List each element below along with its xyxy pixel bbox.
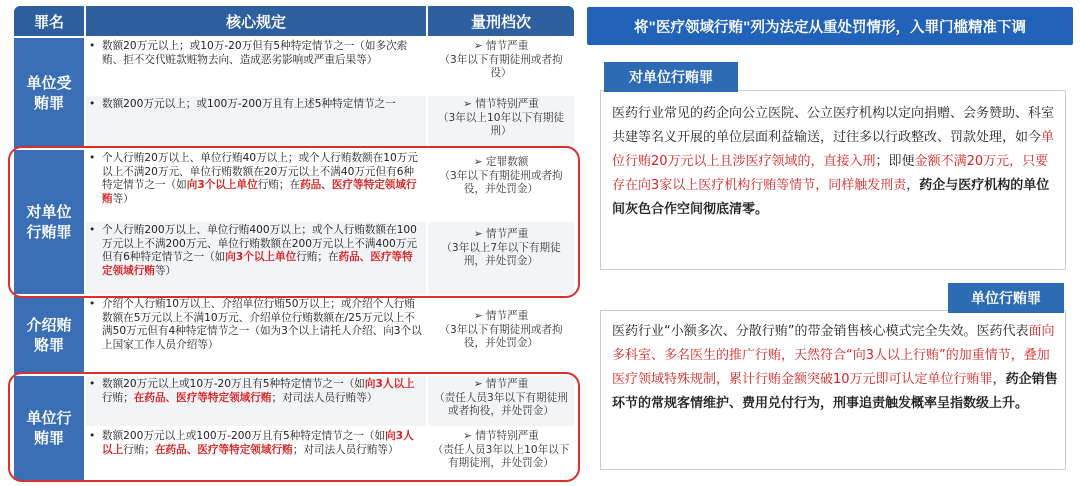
rule-text bbox=[92, 40, 422, 67]
emphasis-text: 药品、医疗等特定领域行贿 bbox=[102, 179, 417, 205]
crime-cell-unit-bribe-taking: 单位受贿罪 bbox=[14, 38, 84, 148]
highlight-frame-bribe-to-unit bbox=[8, 146, 580, 298]
plain-text: 行贿；在 bbox=[296, 251, 339, 264]
sentence-detail: （3年以下有期徒刑或者拘役，并处罚金） bbox=[439, 323, 563, 350]
plain-text: 等） bbox=[112, 192, 134, 205]
plain-text: 介绍个人行贿10万以上、介绍单位行贿50万以上；或介绍个人行贿数额在5万元以上不满10万元、介绍单位行贿数额在/25万元以上不满50万元但有4种特定情节之一（如为3个以上请托人介绍、向3个以上国家工作人员介绍等） bbox=[102, 298, 422, 351]
emphasis-text: 向3人以上 bbox=[364, 378, 415, 390]
sentence-level: ➢ 定罪数额 bbox=[473, 156, 529, 168]
sentence-level: ➢ 情节特别严重 bbox=[463, 430, 539, 442]
card-paragraph bbox=[612, 320, 1058, 416]
sentence-detail: （3年以下有期徒刑或者拘役） bbox=[439, 53, 563, 80]
crime-cell-unit-bribe-giving: 单位行贿罪 bbox=[14, 376, 84, 480]
emphasis-text: 在药品、医疗等特定领域行贿 bbox=[133, 391, 272, 404]
sentence-level: ➢ 情节严重 bbox=[473, 40, 529, 52]
sentence-cell bbox=[428, 96, 574, 148]
crime-cell-bribe-to-unit: 对单位行贿罪 bbox=[14, 150, 84, 294]
plain-text: ， bbox=[906, 178, 920, 193]
emphasis-text: 单位行贿20万元以上且涉医疗领域的，直接入刑 bbox=[612, 130, 1055, 169]
plain-text: 等） bbox=[154, 264, 177, 277]
plain-text: 个人行贿20万以上、单位行贿40万以上；或个人行贿数额在10万元以上不满20万元、单位行贿数额在20万元以上不满40万元但有6种特定情节之一（如 bbox=[102, 152, 418, 192]
header-crime: 罪名 bbox=[14, 6, 84, 36]
sentence-detail: （3年以上10年以下有期徒刑） bbox=[437, 111, 565, 138]
rule-cell: • 个人行贿200万以上、单位行贿400万以上；或个人行贿数额在100万元以上不满200万元、单位行贿数额在200万元以上不满400万元但有6种特定情节之一（如向3个以上单位行贿；在药品、医疗等特定领域行贿等） bbox=[86, 222, 426, 294]
sentence-cell bbox=[428, 296, 574, 374]
plain-text: ， bbox=[992, 372, 1006, 387]
plain-text: ；即便 bbox=[875, 154, 915, 169]
sentence-detail: （3年以上7年以下有期徒刑，并处罚金） bbox=[441, 241, 561, 268]
plain-text: 数额200万元以上；或100万-200万且有上述5种特定情节之一 bbox=[102, 98, 396, 110]
emphasis-text: 药品、医疗等特定领域行贿 bbox=[102, 251, 413, 277]
rule-cell: • 个人行贿20万以上、单位行贿40万以上；或个人行贿数额在10万元以上不满20万元、单位行贿数额在20万元以上不满40万元但有6种特定情节之一（如向3个以上单位行贿；在药品、医疗等特定领域行贿等） bbox=[86, 150, 426, 220]
headline-banner: 将"医疗领域行贿"列为法定从重处罚情形，入罪门槛精准下调 bbox=[587, 7, 1073, 45]
plain-text: 数额20万元以上；或10万-20万但有5种特定情节之一（如多次索贿、拒不交代赃款赃物去向、造成恶劣影响或严重后果等） bbox=[102, 40, 408, 66]
emphasis-text: 向3个以上单位 bbox=[186, 179, 258, 192]
plain-text: 行贿；在 bbox=[257, 179, 301, 192]
sentence-detail: （责任人员3年以下有期徒刑或者拘役，并处罚金） bbox=[434, 391, 568, 418]
crime-table bbox=[14, 6, 574, 480]
sentence-level: ➢ 情节严重 bbox=[473, 228, 529, 240]
plain-text: 医药行业常见的药企向公立医院、公立医疗机构以定向捐赠、会务赞助、科室共建等名义开展的单位层面利益输送，过往多以行政整改、罚款处理，如今 bbox=[612, 106, 1055, 145]
emphasis-text: 向3个以上单位 bbox=[225, 251, 297, 264]
sentence-level: ➢ 情节严重 bbox=[473, 310, 529, 322]
crime-cell-introduce-bribery: 介绍贿赂罪 bbox=[14, 296, 84, 374]
bold-text: 药企销售环节的常规客情维护、费用兑付行为，刑事追责触发概率呈指数级上升。 bbox=[612, 372, 1058, 411]
rule-text bbox=[92, 98, 422, 112]
highlight-frame-unit-bribe-giving bbox=[8, 372, 580, 482]
emphasis-text: 面向多科室、多名医生的推广行贿，天然符合“向3人以上行贿”的加重情节，叠加医疗领域特殊规制，累计行贿金额突破10万元即可认定单位行贿罪 bbox=[612, 324, 1055, 387]
plain-text: 数额200万元以上或100万-200万且有5种特定情节之一（如 bbox=[102, 430, 386, 442]
sentence-level: ➢ 情节特别严重 bbox=[463, 98, 539, 110]
plain-text: ；对司法人员行贿等） bbox=[292, 443, 399, 456]
rule-cell: • 数额20万元以上或10万-20万且有5种特定情节之一（如向3人以上行贿；在药品、医疗等特定领域行贿；对司法人员行贿等） bbox=[86, 376, 426, 426]
sentence-detail: （责任人员3年以上10年以下有期徒刑，并处罚金） bbox=[432, 443, 570, 470]
rule-cell: • 介绍个人行贿10万以上、介绍单位行贿50万以上；或介绍个人行贿数额在5万元以上不满10万元、介绍单位行贿数额在/25万元以上不满50万元但有4种特定情节之一（如为3个以上请托人介绍、向3个以上国家工作人员介绍等） bbox=[86, 296, 426, 374]
rule-cell: • 数额200万元以上或100万-200万且有5种特定情节之一（如向3人以上行贿；在药品、医疗等特定领域行贿；对司法人员行贿等） bbox=[86, 428, 426, 480]
emphasis-text: 金额不满20万元，只要存在向3家以上医疗机构行贿等情节，同样触发刑责 bbox=[612, 154, 1049, 193]
rule-cell: • 数额20万元以上；或10万-20万但有5种特定情节之一（如多次索贿、拒不交代赃款赃物去向、造成恶劣影响或严重后果等） bbox=[86, 38, 426, 94]
plain-text: 数额20万元以上或10万-20万且有5种特定情节之一（如 bbox=[102, 378, 365, 390]
rule-cell: • 数额200万元以上；或100万-200万且有上述5种特定情节之一 bbox=[86, 96, 426, 148]
plain-text: 行贿； bbox=[102, 391, 134, 404]
sentence-level: ➢ 情节严重 bbox=[473, 378, 529, 390]
bold-text: 药企与医疗机构的单位间灰色合作空间彻底清零。 bbox=[612, 178, 1050, 217]
sentence-cell bbox=[428, 38, 574, 94]
plain-text: 个人行贿200万以上、单位行贿400万以上；或个人行贿数额在100万元以上不满200万元、单位行贿数额在200万元以上不满400万元但有6种特定情节之一（如 bbox=[102, 224, 417, 264]
card-tag: 对单位行贿罪 bbox=[604, 62, 738, 92]
header-rule: 核心规定 bbox=[86, 6, 426, 36]
emphasis-text: 向3人以上 bbox=[102, 430, 414, 456]
card-tag: 单位行贿罪 bbox=[948, 283, 1064, 313]
plain-text: 医药行业“小额多次、分散行贿”的带金销售核心模式完全失效。医药代表 bbox=[612, 324, 1029, 339]
emphasis-text: 在药品、医疗等特定领域行贿 bbox=[154, 443, 293, 456]
card-paragraph bbox=[612, 102, 1058, 222]
plain-text: 行贿； bbox=[123, 443, 155, 456]
rule-text bbox=[92, 298, 422, 352]
header-sentence: 量刑档次 bbox=[428, 6, 574, 36]
sentence-detail: （3年以下有期徒刑或者拘役，并处罚金） bbox=[439, 169, 563, 196]
table-header bbox=[14, 6, 574, 36]
plain-text: ；对司法人员行贿等） bbox=[271, 391, 378, 404]
